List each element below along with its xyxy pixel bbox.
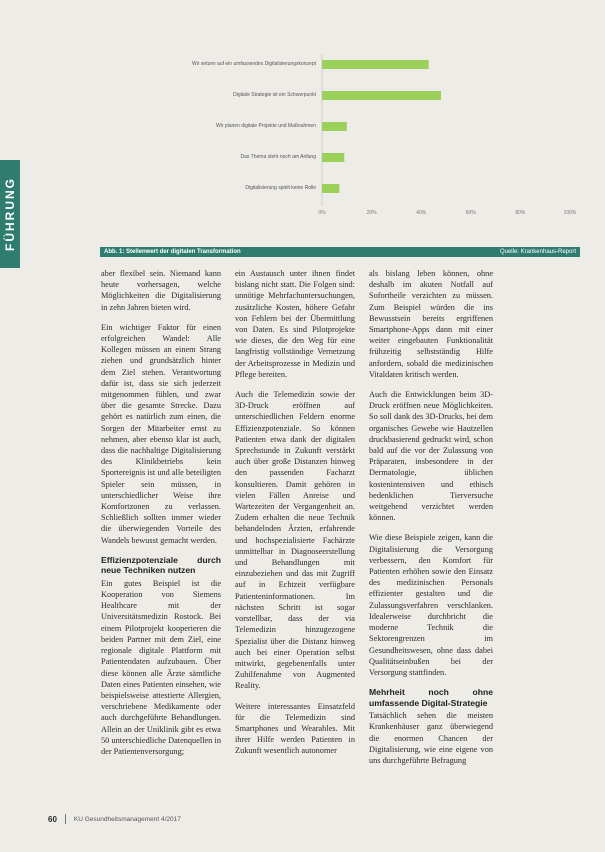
- figure-caption-title: Abb. 1: Stellenwert der digitalen Transformation: [104, 249, 241, 255]
- x-tick-label: 100%: [563, 210, 577, 216]
- bar: [322, 122, 347, 131]
- bar-chart: [100, 50, 580, 235]
- x-tick-label: 40%: [416, 210, 427, 216]
- paragraph: Auch die Telemedizin sowie der 3D-Druck eröffnen auf unterschiedlichen Feldern enorme Effizienzpotenziale. So können Patienten etwa dank der digitalen Sprechstunde in Zukunft verstärkt auch über große Distanzen hinweg den passenden Facharzt konsultieren. Damit gehören in vielen Fällen Anreise und Wartezeiten der Vergangenheit an. Zudem erhalten die neue Technik behandelnden Ärzten, erfahrende und hochspezialisierte Fachärzte unmittelbar in Diagnoseerstellung und Behandlungen mit einzubeziehen und das mit Zugriff auf in Echtzeit verfügbare Patienteninformationen. Im nächsten Schritt ist sogar vorstellbar, dass der via Telemedizin hinzugezogene Spezialist über die Distanz hinweg auch bei einer Operation selbst mitwirkt, gegebenenfalls unter Zuhilfenahme von Augmented Reality.: [235, 390, 355, 691]
- bar: [322, 184, 339, 193]
- figure-caption-source: Quelle: Krankenhaus-Report: [499, 249, 576, 255]
- page-footer: [48, 813, 568, 825]
- paragraph: als bislang leben können, ohne deshalb im akuten Notfall auf Sofortheile verzichten zu müssen. Zum Beispiel würden die ins Bewusstsein bereits ergriffenen Smartphone-Apps dann mit einer weiter eingebauten Funktionalität frühzeitig selbstständig Hilfe anfordern, sobald die medizinischen Vitaldaten kritisch werden.: [369, 269, 493, 379]
- text-column-1: [101, 268, 221, 766]
- paragraph: Ein wichtiger Faktor für einen erfolgreichen Wandel: Alle Kollegen müssen an einem Strang ziehen und grundsätzlich hinter dem Ziel stehen. Verantwortung dafür ist, dass sie sich jederzeit mitgenommen fühlen, und zwar über die gesamte Strecke. Dazu gehört es natürlich zum einen, die Sorgen der Mitarbeiter ernst zu nehmen, aber ebenso klar ist auch, dass die nachhaltige Digitalisierung des Klinikbetriebs kein Sportereignis ist und alle beteiligten Spieler sein müssen, in unterschiedlicher Weise ihre Komfortzonen zu verlassen. Schließlich sollten immer wieder die überwiegenden Vorteile des Wandels bewusst gemacht werden.: [101, 322, 221, 545]
- text-column-3: [369, 268, 493, 775]
- bar: [322, 91, 441, 100]
- x-tick-label: 60%: [465, 210, 476, 216]
- subheading: Mehrheit noch ohne umfassende Digital-Strategie: [369, 687, 493, 708]
- publication-name: KU Gesundheitsmanagement 4/2017: [73, 815, 181, 823]
- page-number: 60: [48, 814, 57, 824]
- category-label: Das Thema steht noch am Anfang: [240, 154, 316, 160]
- text-column-2: [235, 268, 355, 766]
- paragraph: Weitere interessantes Einsatzfeld für die Telemedizin sind Smartphones und Wearables. Mit ihrer Hilfe werden Patienten in Zukunft wesentlich autonomer: [235, 701, 355, 756]
- paragraph: Auch die Entwicklungen beim 3D-Druck eröffnen neue Möglichkeiten. So soll dank des 3D-Drucks, bei dem organisches Gewebe wie Hautzellen druckbasierend gedruckt wird, schon bald auf die vor der Zulassung von Präparaten, insbesondere in der Dermatologie, üblichen kostenintensiven und ethisch bedenklichen Tierversuche weitgehend verzichtet werden können.: [369, 390, 493, 523]
- bar: [322, 60, 429, 69]
- paragraph: Ein gutes Beispiel ist die Kooperation von Siemens Healthcare mit der Universitätsmedizin Rostock. Bei einem Pilotprojekt kooperieren die beiden Partner mit dem Ziel, eine regionale digitale Plattform mit Patientendaten aufzubauen. Über diese können alle Ärzte sämtliche Daten eines Patienten einsehen, wie beispielsweise attestierte Allergien, verschriebene Medikamente oder auch durchgeführte Behandlungen. Allein an der Uniklinik gibt es etwa 50 unterschiedliche Datenquellen in der Patientenversorgung;: [101, 578, 221, 756]
- category-label: Wir setzen auf ein umfassendes Digitalisierungskonzept: [192, 61, 316, 67]
- x-tick-label: 20%: [366, 210, 377, 216]
- category-label: Digitale Strategie ist ein Schwerpunkt: [233, 92, 316, 98]
- bar-chart-svg: [100, 50, 580, 235]
- paragraph: aber flexibel sein. Niemand kann heute vorhersagen, welche Möglichkeiten die Digitalisierung in zehn Jahren bieten wird.: [101, 269, 221, 312]
- subheading: Effizienzpotenziale durch neue Techniken nutzen: [101, 554, 221, 576]
- paragraph: Wie diese Beispiele zeigen, kann die Digitalisierung die Versorgung verbessern, den Komfort für Patienten erhöhen sowie den Einsatz des medizinischen Personals effizienter gestalten und die Zulassungsverfahren verschlanken. Idealerweise durchbricht die moderne Technik die Sektorengrenzen im Gesundheitswesen, ohne dass dabei Qualitätseinbußen bei der Versorgung stattfinden.: [369, 533, 493, 677]
- paragraph: Tatsächlich sehen die meisten Krankenhäuser ganz überwiegend die enormen Chancen der Digitalisierung, wie eine eigene von uns durchgeführte Befragung: [369, 711, 493, 765]
- category-label: Wir planen digitale Projekte und Maßnahmen: [215, 123, 316, 129]
- footer-divider: [65, 814, 66, 824]
- x-tick-label: 80%: [515, 210, 526, 216]
- section-tab-label: FÜHRUNG: [3, 177, 17, 251]
- paragraph: ein Austausch unter ihnen findet bislang nicht statt. Die Folgen sind: unnötige Mehrfachuntersuchungen, zusätzliche Kosten, höhere Gefahr von Fehlern bei der Übermittlung von Daten. Es sind Pilotprojekte wie dieses, die den Weg für eine langfristig vollständige Vernetzung der Arbeitsprozesse in Medizin und Pflege bereiten.: [235, 269, 355, 379]
- section-tab: [0, 160, 20, 268]
- figure-caption: [100, 247, 580, 257]
- category-label: Digitalisierung spielt keine Rolle: [245, 185, 316, 191]
- bar: [322, 153, 344, 162]
- x-tick-label: 0%: [318, 210, 326, 216]
